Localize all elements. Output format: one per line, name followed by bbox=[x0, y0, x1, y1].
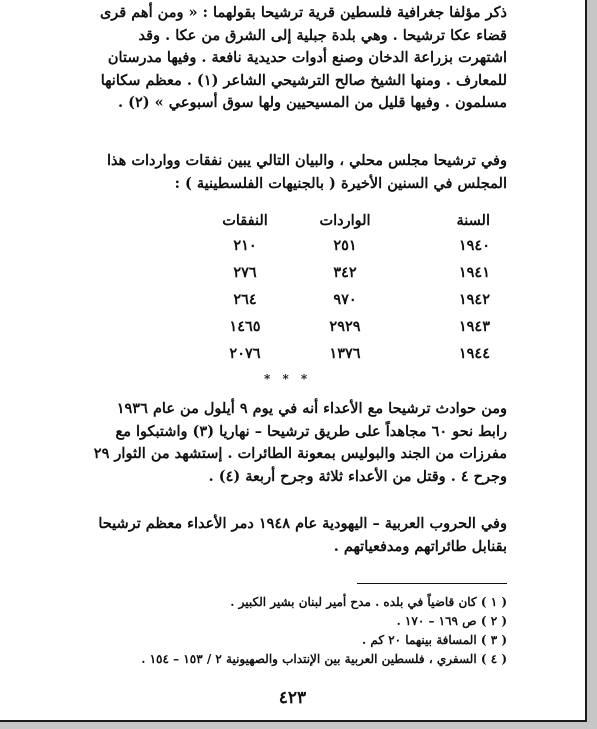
text-line: مفرزات من الجند والبوليس بمعونة الطائرات . إستشهد من الثوار ٢٩ bbox=[93, 445, 507, 462]
cell-year: ١٩٤٢ bbox=[458, 291, 490, 308]
footnote: ( ٣ ) المسافة بينهما ٢٠ كم . bbox=[362, 633, 507, 647]
finance-table bbox=[200, 208, 490, 367]
footnotes bbox=[67, 593, 507, 669]
footnote: ( ١ ) كان قاضياً في بلده . مدح أمير لبنان بشير الكبير . bbox=[230, 595, 507, 609]
text-line: وفي الحروب العربية – اليهودية عام ١٩٤٨ دمر الأعداء معظم ترشيحا bbox=[98, 515, 507, 532]
text-line: للمعارف . ومنها الشيخ صالح الترشيحي الشاعر (١) . معظم سكانها bbox=[100, 71, 507, 89]
cell-year: ١٩٤١ bbox=[458, 264, 490, 281]
page-number: ٤٢٣ bbox=[278, 688, 307, 708]
column-header-revenue: الواردات bbox=[319, 211, 371, 229]
cell-expenses: ٢٠٧٦ bbox=[229, 345, 261, 362]
paragraph-1948-war bbox=[67, 513, 507, 558]
text-line: وجرح ٤ . وقتل من الأعداء ثلاثة وجرح أربعة (٤) . bbox=[208, 467, 507, 485]
table-header-row bbox=[200, 208, 490, 232]
column-header-year: السنة bbox=[456, 211, 490, 229]
cell-year: ١٩٤٤ bbox=[458, 345, 490, 362]
table-row bbox=[200, 232, 490, 259]
text-line: ذكر مؤلفا جغرافية فلسطين قرية ترشيحا بقولهما : « ومن أهم قرى bbox=[99, 4, 507, 21]
cell-year: ١٩٤٠ bbox=[458, 237, 490, 254]
footnote: ( ٢ ) ص ١٦٩ – ١٧٠ . bbox=[396, 614, 507, 628]
table-row bbox=[200, 286, 490, 313]
cell-revenue: ٢٥١ bbox=[333, 237, 357, 254]
text-line: ومن حوادث ترشيحا مع الأعداء أنه في يوم ٩ أيلول من عام ١٩٣٦ bbox=[116, 400, 507, 417]
footnote: ( ٤ ) السفري ، فلسطين العربية بين الإنتداب والصهيونية ٢ / ١٥٣ – ١٥٤ . bbox=[141, 652, 507, 666]
cell-year: ١٩٤٣ bbox=[458, 318, 490, 335]
table-row bbox=[200, 313, 490, 340]
text-line: اشتهرت بزراعة الدخان وصنع أدوات حديدية نافعة . وفيها مدرستان bbox=[107, 49, 507, 66]
cell-revenue: ٢٩٢٩ bbox=[329, 318, 361, 335]
footnote-divider bbox=[357, 583, 507, 584]
section-separator: * * * bbox=[264, 372, 312, 386]
table-row bbox=[200, 259, 490, 286]
table-row bbox=[200, 340, 490, 367]
text-line: وفي ترشيحا مجلس محلي ، والبيان التالي يبين نفقات وواردات هذا bbox=[106, 152, 507, 169]
cell-revenue: ٩٧٠ bbox=[333, 291, 357, 308]
cell-expenses: ٢٦٤ bbox=[233, 291, 257, 308]
text-line: قضاء عكا ترشيحا . وهي بلدة جبلية إلى الشرق من عكا . وقد bbox=[138, 26, 507, 44]
paragraph-local-council bbox=[67, 150, 507, 195]
cell-expenses: ١٤٦٥ bbox=[229, 318, 261, 335]
text-line: مسلمون . وفيها قليل من المسيحيين ولها سوق أسبوعي » (٢) . bbox=[117, 94, 507, 111]
cell-expenses: ٢٧٦ bbox=[233, 264, 257, 281]
text-line: بقنابل طائراتهم ومدفعياتهم . bbox=[333, 537, 507, 555]
text-line: المجلس في السنين الأخيرة ( بالجنيهات الفلسطينية ) : bbox=[174, 174, 507, 192]
text-line: رابط نحو ٦٠ مجاهداً على طريق ترشيحا – نهاريا (٣) واشتبكوا مع bbox=[115, 422, 507, 440]
cell-expenses: ٢١٠ bbox=[233, 237, 257, 254]
paragraph-tarshiha-geography bbox=[67, 2, 507, 115]
paragraph-1936-battle bbox=[67, 398, 507, 488]
cell-revenue: ١٣٧٦ bbox=[329, 345, 361, 362]
column-header-expenses: النفقات bbox=[222, 211, 268, 229]
cell-revenue: ٣٤٢ bbox=[333, 264, 357, 281]
